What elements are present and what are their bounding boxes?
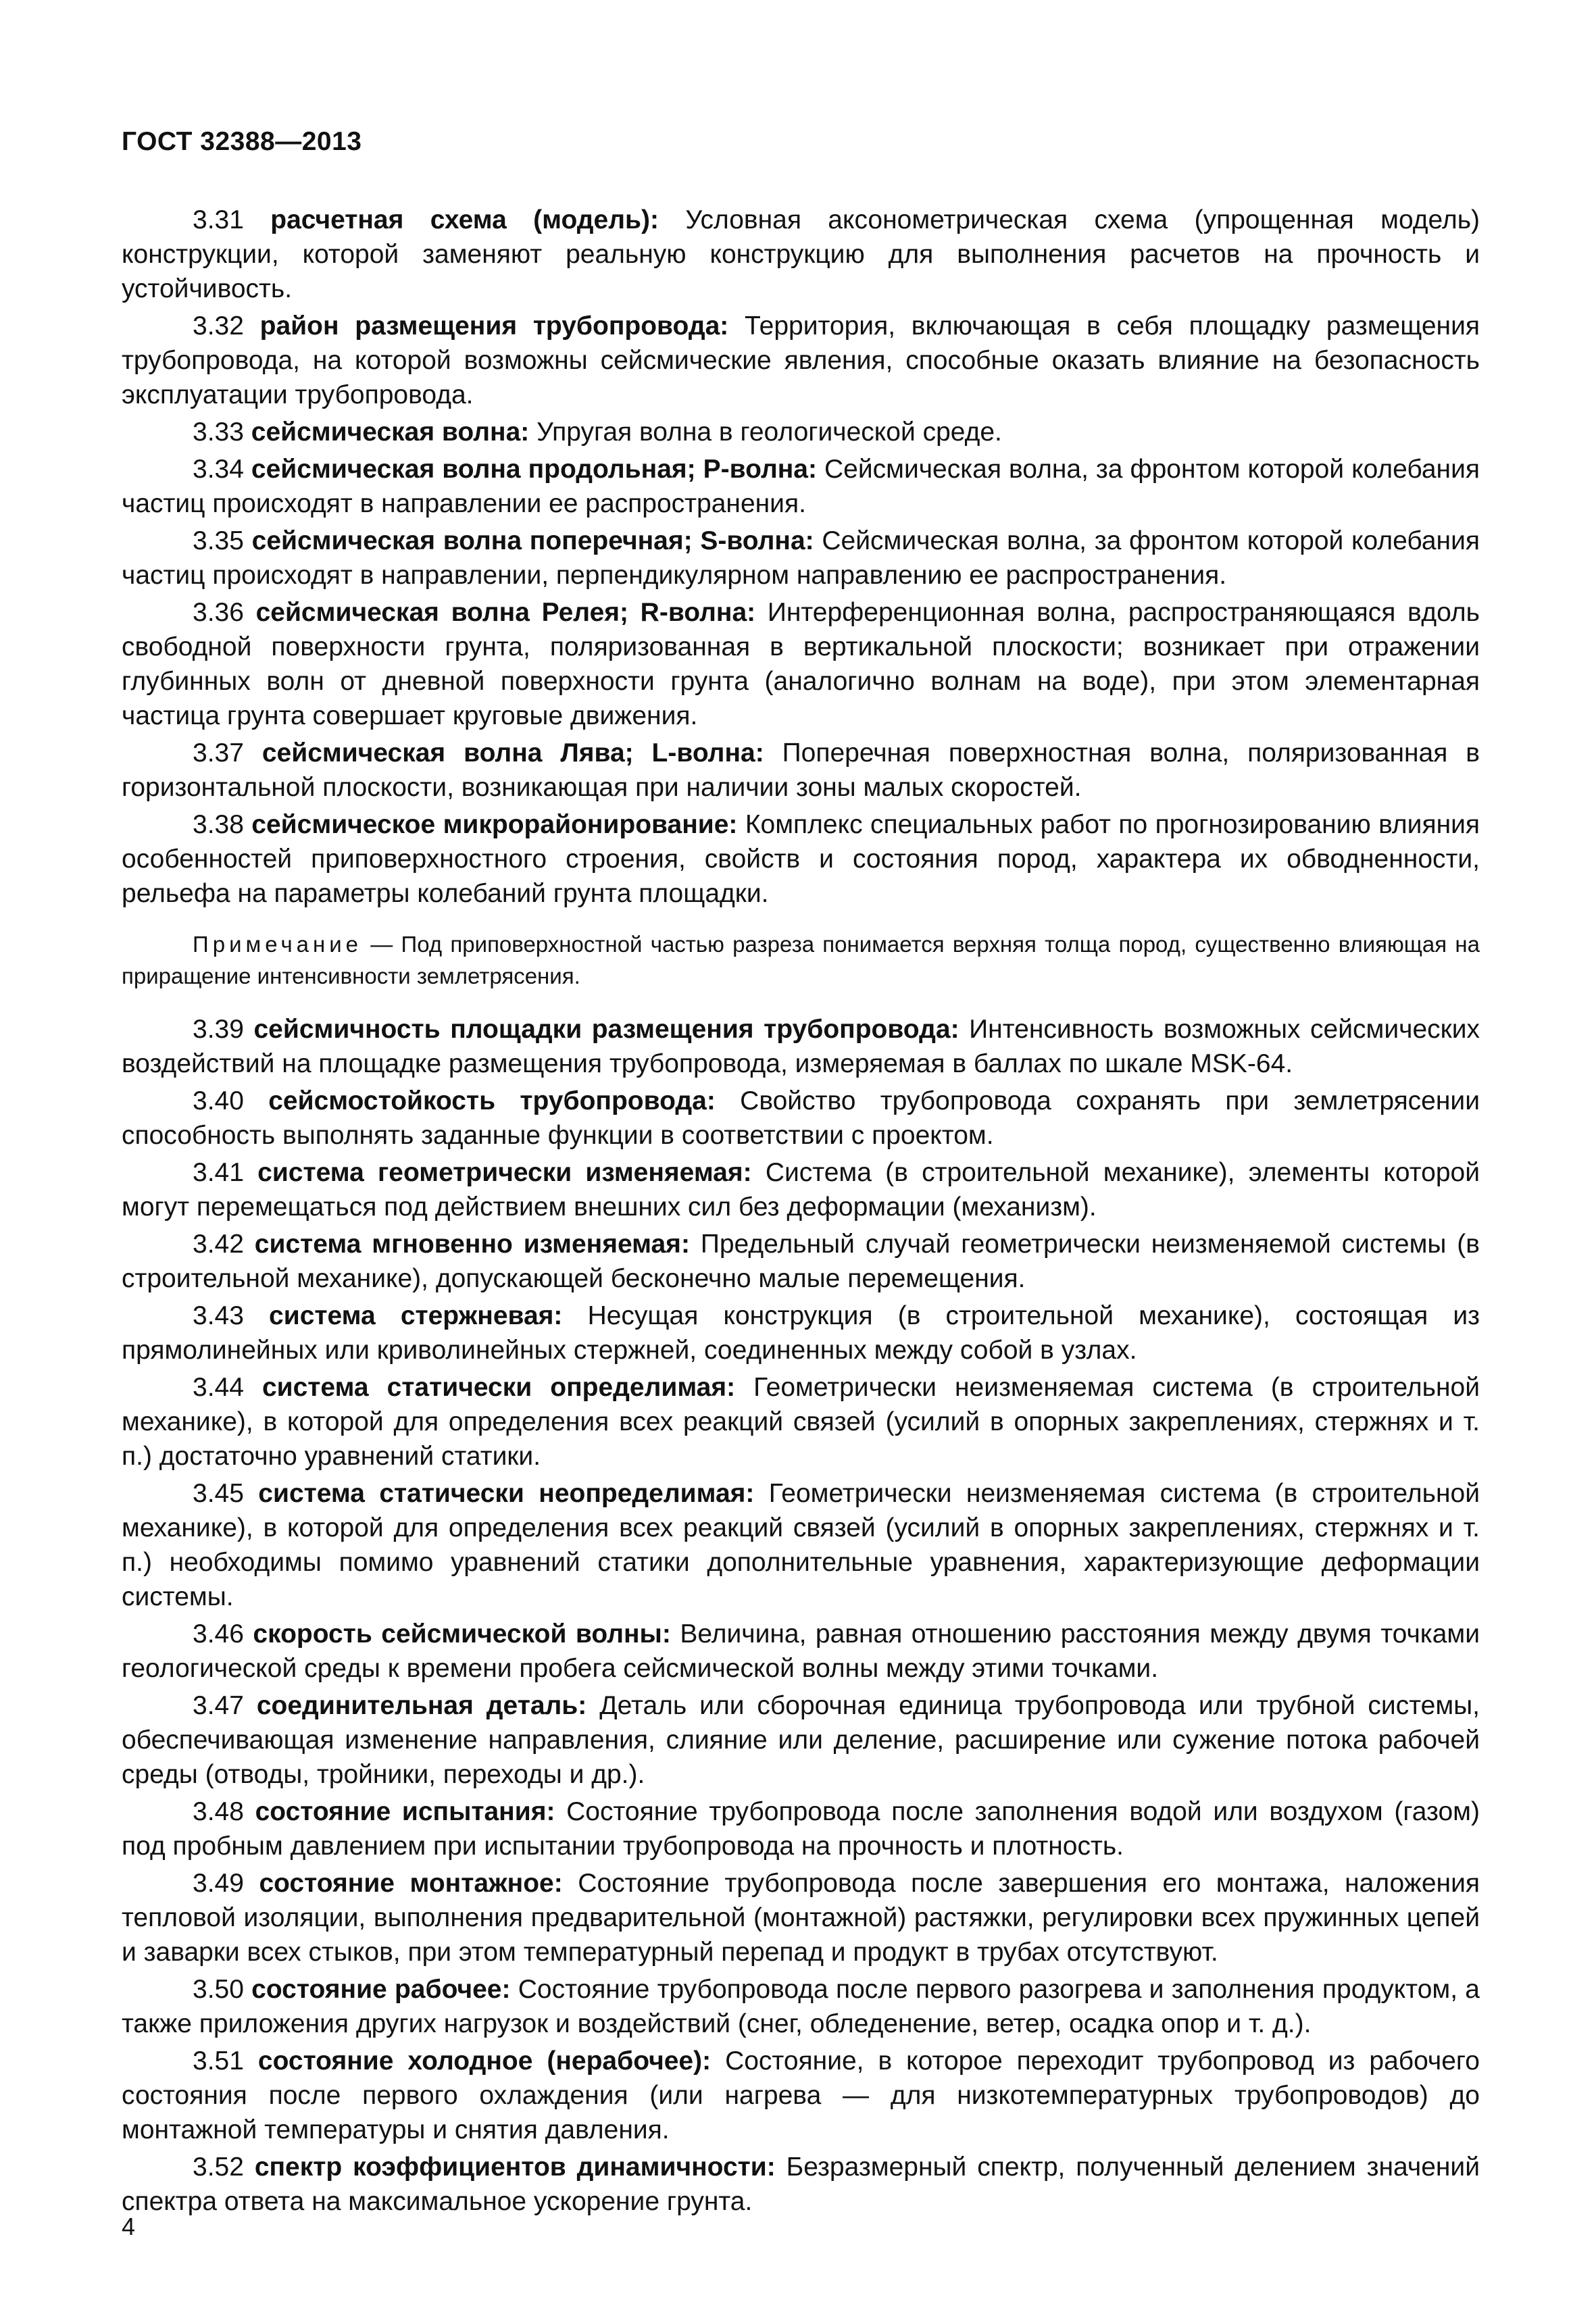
- term-name: сейсмическая волна Релея; R-волна:: [255, 598, 756, 627]
- term-name: скорость сейсмической волны:: [253, 1619, 671, 1649]
- term-text: Комплекс специальных работ по прогнозированию влияния особенностей приповерхностного строения, свойств и состояния пород, характера их обводненности, рельефа на параметры колебаний грунта площадки.: [122, 810, 1480, 908]
- term-name: сейсмическая волна:: [251, 418, 530, 447]
- term-name: система мгновенно изменяемая:: [254, 1230, 690, 1259]
- term-name: сейсмичность площадки размещения трубопровода:: [253, 1015, 959, 1044]
- term-name: соединительная деталь:: [256, 1691, 587, 1720]
- term-number: 3.52: [193, 2153, 244, 2182]
- term-name: состояние монтажное:: [259, 1869, 563, 1898]
- term-text: Свойство трубопровода сохранять при землетрясении способность выполнять заданные функции в соответствии с проектом.: [122, 1086, 1480, 1150]
- term-name: сейсмостойкость трубопровода:: [268, 1086, 716, 1115]
- term-number: 3.36: [193, 598, 244, 627]
- terms-list-before-note: [122, 203, 1480, 911]
- term-number: 3.50: [193, 1975, 244, 2004]
- term-definition: [122, 1012, 1480, 1081]
- term-name: состояние рабочее:: [251, 1975, 511, 2004]
- term-text: Интерференционная волна, распространяющаяся вдоль свободной поверхности грунта, поляризованная в вертикальной плоскости; возникает при отражении глубинных волн от дневной поверхности грунта (аналогично волнам на воде), при этом элементарная частица грунта совершает круговые движения.: [122, 598, 1480, 730]
- term-name: состояние испытания:: [255, 1797, 555, 1826]
- term-definition: [122, 1476, 1480, 1614]
- document-header: ГОСТ 32388—2013: [122, 127, 362, 156]
- term-number: 3.40: [193, 1086, 244, 1115]
- term-text: Состояние трубопровода после завершения его монтажа, наложения тепловой изоляции, выполнения предварительной (монтажной) растяжки, регулировки всех пружинных цепей и заварки всех стыков, при этом температурный перепад и продукт в трубах отсутствуют.: [122, 1869, 1480, 1967]
- term-number: 3.44: [193, 1373, 244, 1402]
- term-text: Геометрически неизменяемая система (в строительной механике), в которой для определения всех реакций связей (усилий в опорных закреплениях, стержнях и т. п.) достаточно уравнений статики.: [122, 1373, 1480, 1471]
- term-definition: [122, 1299, 1480, 1367]
- term-number: 3.42: [193, 1230, 244, 1259]
- term-definition: [122, 807, 1480, 911]
- page-number: 4: [122, 2213, 136, 2240]
- term-text: Безразмерный спектр, полученный делением значений спектра ответа на максимальное ускорение грунта.: [122, 2153, 1480, 2216]
- term-definition: [122, 415, 1480, 449]
- term-definition: [122, 1227, 1480, 1296]
- term-definition: [122, 2044, 1480, 2147]
- term-text: Несущая конструкция (в строительной механике), состоящая из прямолинейных или криволинейных стержней, соединенных между собой в узлах.: [122, 1301, 1480, 1365]
- term-definition: [122, 1866, 1480, 1969]
- term-text: Территория, включающая в себя площадку размещения трубопровода, на которой возможны сейсмические явления, способные оказать влияние на безопасность эксплуатации трубопровода.: [122, 311, 1480, 409]
- term-definition: [122, 2150, 1480, 2219]
- term-number: 3.32: [193, 311, 244, 341]
- term-number: 3.45: [193, 1479, 244, 1508]
- term-text: Состояние трубопровода после первого разогрева и заполнения продуктом, а также приложения других нагрузок и воздействий (снег, обледенение, ветер, осадка опор и т. д.).: [122, 1975, 1480, 2038]
- term-text: Интенсивность возможных сейсмических воздействий на площадке размещения трубопровода, измеряемая в баллах по шкале MSK-64.: [122, 1015, 1480, 1078]
- term-name: система геометрически изменяемая:: [257, 1158, 752, 1187]
- term-definition: [122, 1370, 1480, 1474]
- term-text: Поперечная поверхностная волна, поляризованная в горизонтальной плоскости, возникающая при наличии зоны малых скоростей.: [122, 738, 1480, 802]
- document-body: [122, 203, 1480, 2221]
- term-number: 3.38: [193, 810, 244, 839]
- term-number: 3.41: [193, 1158, 244, 1187]
- term-number: 3.49: [193, 1869, 244, 1898]
- term-definition: [122, 595, 1480, 733]
- term-name: сейсмическое микрорайонирование:: [251, 810, 738, 839]
- term-text: Система (в строительной механике), элементы которой могут перемещаться под действием внешних сил без деформации (механизм).: [122, 1158, 1480, 1222]
- term-definition: [122, 309, 1480, 412]
- term-name: сейсмическая волна поперечная; S-волна:: [251, 526, 814, 555]
- term-definition: [122, 1155, 1480, 1224]
- term-name: система статически определимая:: [261, 1373, 736, 1402]
- term-number: 3.34: [193, 455, 244, 484]
- term-text: Состояние трубопровода после заполнения водой или воздухом (газом) под пробным давлением при испытании трубопровода на прочность и плотность.: [122, 1797, 1480, 1861]
- term-name: спектр коэффициентов динамичности:: [254, 2153, 776, 2182]
- term-name: система статически неопределимая:: [258, 1479, 755, 1508]
- term-definition: [122, 1972, 1480, 2041]
- term-text: Предельный случай геометрически неизменяемой системы (в строительной механике), допускающей бесконечно малые перемещения.: [122, 1230, 1480, 1293]
- term-number: 3.39: [193, 1015, 244, 1044]
- term-name: район размещения трубопровода:: [259, 311, 729, 341]
- term-text: Геометрически неизменяемая система (в строительной механике), в которой для определения всех реакций связей (усилий в опорных закреплениях, стержнях и т. п.) необходимы помимо уравнений статики дополнительные уравнения, характеризующие деформации системы.: [122, 1479, 1480, 1611]
- term-definition: [122, 1688, 1480, 1792]
- term-text: Сейсмическая волна, за фронтом которой колебания частиц происходят в направлении, перпендикулярном направлению ее распространения.: [122, 526, 1480, 590]
- term-definition: [122, 736, 1480, 805]
- term-definition: [122, 1617, 1480, 1686]
- note-paragraph: [122, 928, 1480, 992]
- term-text: Деталь или сборочная единица трубопровода или трубной системы, обеспечивающая изменение направления, слияние или деление, расширение или сужение потока рабочей среды (отводы, тройники, переходы и др.).: [122, 1691, 1480, 1789]
- term-name: система стержневая:: [269, 1301, 563, 1330]
- term-name: расчетная схема (модель):: [270, 205, 659, 234]
- term-text: Сейсмическая волна, за фронтом которой колебания частиц происходят в направлении ее распространения.: [122, 455, 1480, 518]
- term-definition: [122, 524, 1480, 593]
- term-definition: [122, 1084, 1480, 1153]
- term-number: 3.48: [193, 1797, 244, 1826]
- note-text: — Под приповерхностной частью разреза понимается верхняя толща пород, существенно влияющая на приращение интенсивности землетрясения.: [122, 932, 1480, 988]
- term-number: 3.51: [193, 2046, 244, 2076]
- term-number: 3.47: [193, 1691, 244, 1720]
- term-number: 3.35: [193, 526, 244, 555]
- term-definition: [122, 1794, 1480, 1863]
- term-name: состояние холодное (нерабочее):: [257, 2046, 712, 2076]
- note-label: Примечание: [193, 932, 363, 957]
- terms-list-after-note: [122, 1012, 1480, 2219]
- term-text: Состояние, в которое переходит трубопровод из рабочего состояния после первого охлаждения (или нагрева — для низкотемпературных трубопроводов) до монтажной температуры и снятия давления.: [122, 2046, 1480, 2144]
- term-name: сейсмическая волна продольная; P-волна:: [251, 455, 817, 484]
- term-definition: [122, 452, 1480, 521]
- term-text: Упругая волна в геологической среде.: [537, 418, 1002, 447]
- term-definition: [122, 203, 1480, 306]
- term-number: 3.46: [193, 1619, 244, 1649]
- term-text: Условная аксонометрическая схема (упрощенная модель) конструкции, которой заменяют реальную конструкцию для выполнения расчетов на прочность и устойчивость.: [122, 205, 1480, 303]
- term-number: 3.33: [193, 418, 244, 447]
- term-number: 3.31: [193, 205, 244, 234]
- term-number: 3.43: [193, 1301, 244, 1330]
- term-text: Величина, равная отношению расстояния между двумя точками геологической среды к времени пробега сейсмической волны между этими точками.: [122, 1619, 1480, 1683]
- term-name: сейсмическая волна Лява; L-волна:: [261, 738, 764, 768]
- term-number: 3.37: [193, 738, 244, 768]
